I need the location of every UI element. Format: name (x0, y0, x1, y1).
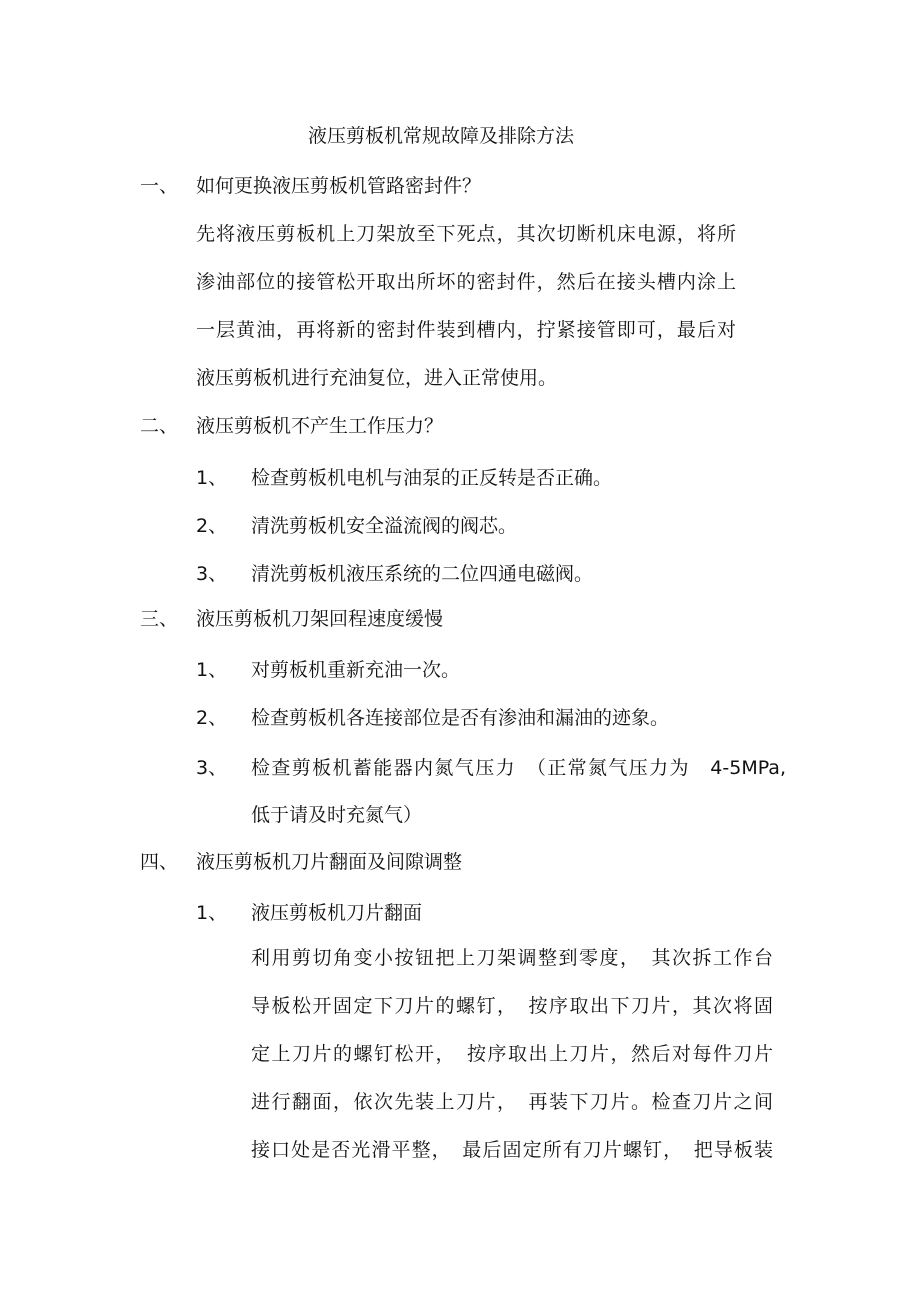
section-4-paragraph-line: 接口处是否光滑平整， 最后固定所有刀片螺钉， 把导板装 (251, 1139, 773, 1161)
section-2-item-text: 清洗剪板机安全溢流阀的阀芯。 (251, 515, 518, 537)
section-4-paragraph-line: 定上刀片的螺钉松开， 按序取出上刀片，然后对每件刀片 (251, 1043, 773, 1065)
section-3-item-text: 检查剪板机蓄能器内氮气压力 （正常氮气压力为 4-5MPa, (251, 757, 786, 779)
section-4-paragraph-line: 进行翻面，依次先装上刀片， 再装下刀片。检查刀片之间 (251, 1091, 773, 1113)
section-3-item-number: 3、 (196, 757, 228, 779)
section-2-heading: 液压剪板机不产生工作压力？ (196, 415, 444, 437)
section-3-item-text: 对剪板机重新充油一次。 (251, 659, 461, 681)
section-3-number: 三、 (140, 608, 179, 630)
section-4-item-text: 液压剪板机刀片翻面 (251, 902, 423, 924)
section-4-heading: 液压剪板机刀片翻面及间隙调整 (196, 851, 463, 873)
section-4-paragraph-line: 利用剪切角变小按钮把上刀架调整到零度， 其次拆工作台 (251, 947, 773, 969)
section-3-heading: 液压剪板机刀架回程速度缓慢 (196, 608, 444, 630)
section-2-item-number: 1、 (196, 467, 228, 489)
section-1-paragraph-line: 先将液压剪板机上刀架放至下死点，其次切断机床电源，将所 (196, 223, 736, 245)
section-4-number: 四、 (140, 851, 179, 873)
section-1-number: 一、 (140, 175, 179, 197)
section-2-number: 二、 (140, 415, 179, 437)
section-4-item-number: 1、 (196, 902, 228, 924)
section-4-paragraph-line: 导板松开固定下刀片的螺钉， 按序取出下刀片，其次将固 (251, 995, 773, 1017)
section-1-paragraph-line: 一层黄油，再将新的密封件装到槽内，拧紧接管即可，最后对 (196, 319, 736, 341)
section-3-item-number: 2、 (196, 707, 228, 729)
section-2-item-text: 检查剪板机电机与油泵的正反转是否正确。 (251, 467, 613, 489)
section-2-item-text: 清洗剪板机液压系统的二位四通电磁阀。 (251, 563, 594, 585)
section-2-item-number: 2、 (196, 515, 228, 537)
document-title: 液压剪板机常规故障及排除方法 (308, 125, 575, 147)
section-1-paragraph-line: 渗油部位的接管松开取出所坏的密封件，然后在接头槽内涂上 (196, 271, 736, 293)
section-2-item-number: 3、 (196, 563, 228, 585)
section-1-paragraph-line: 液压剪板机进行充油复位，进入正常使用。 (196, 367, 558, 389)
section-3-item-continuation: 低于请及时充氮气） (251, 804, 423, 826)
section-3-item-number: 1、 (196, 659, 228, 681)
section-3-item-text: 检查剪板机各连接部位是否有渗油和漏油的迹象。 (251, 707, 670, 729)
section-1-heading: 如何更换液压剪板机管路密封件？ (196, 175, 482, 197)
